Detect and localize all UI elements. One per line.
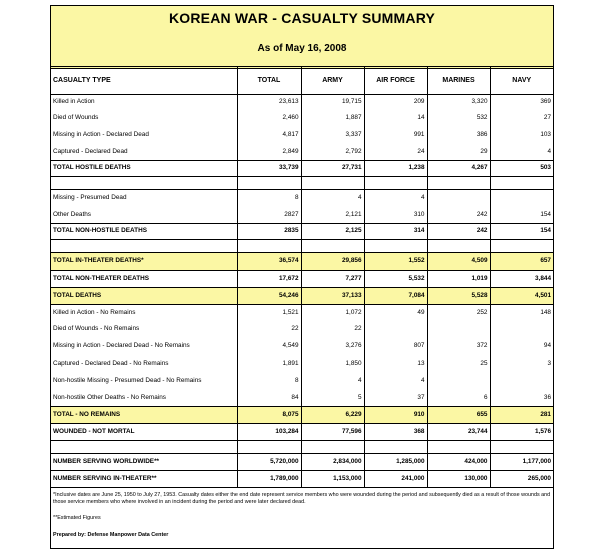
row-label: TOTAL NON-THEATER DEATHS	[51, 271, 237, 288]
cell-army: 3,276	[301, 338, 364, 356]
cell-af: 314	[364, 224, 427, 240]
cell-mar: 6	[427, 390, 490, 407]
table-row	[51, 95, 553, 110]
table-row	[51, 253, 553, 271]
empty-cell	[364, 441, 427, 454]
cell-mar: 655	[427, 407, 490, 424]
table-row	[51, 321, 553, 338]
cell-af: 807	[364, 338, 427, 356]
cell-army: 2,125	[301, 224, 364, 240]
empty-cell	[490, 177, 553, 190]
cell-total: 2,460	[237, 110, 301, 127]
row-label: NUMBER SERVING WORLDWIDE**	[51, 454, 237, 471]
cell-total: 1,789,000	[237, 471, 301, 488]
cell-navy: 94	[490, 338, 553, 356]
row-label: Captured - Declared Dead	[53, 147, 128, 155]
footnote-dates: *Inclusive dates are June 25, 1950 to July 27, 1953. Casualty dates either the end date represent service members who were wounded during the period and subsequently died as a result of those wounds and those service members who where involved in an incident during the period and were later declared dead.	[53, 492, 551, 505]
cell-navy	[490, 190, 553, 207]
cell-total: 33,739	[237, 161, 301, 177]
cell-mar: 252	[427, 305, 490, 321]
empty-cell	[490, 441, 553, 454]
table-row	[51, 190, 553, 207]
row-label: Missing in Action - Declared Dead - No Remains	[53, 342, 190, 350]
cell-army: 29,856	[301, 253, 364, 271]
empty-cell	[237, 441, 301, 454]
column-header: ARMY	[301, 67, 364, 95]
cell-af: 1,552	[364, 253, 427, 271]
title-banner	[51, 6, 553, 69]
empty-cell	[427, 177, 490, 190]
cell-af	[364, 321, 427, 338]
empty-cell	[427, 441, 490, 454]
cell-army: 6,229	[301, 407, 364, 424]
cell-navy: 3	[490, 356, 553, 373]
table-row	[51, 144, 553, 161]
casualty-table	[51, 66, 553, 488]
cell-total: 8	[237, 190, 301, 207]
cell-af: 4	[364, 373, 427, 390]
cell-mar: 424,000	[427, 454, 490, 471]
column-header: CASUALTY TYPE	[51, 67, 237, 95]
cell-af: 1,238	[364, 161, 427, 177]
column-header: MARINES	[427, 67, 490, 95]
table-row	[51, 207, 553, 224]
cell-total: 4,549	[237, 338, 301, 356]
cell-army: 3,337	[301, 127, 364, 144]
column-header: NAVY	[490, 67, 553, 95]
cell-mar: 29	[427, 144, 490, 161]
cell-navy: 27	[490, 110, 553, 127]
cell-mar	[427, 321, 490, 338]
row-label: TOTAL IN-THEATER DEATHS*	[51, 253, 237, 271]
empty-cell	[364, 177, 427, 190]
cell-army: 19,715	[301, 95, 364, 110]
cell-navy: 36	[490, 390, 553, 407]
cell-army: 2,121	[301, 207, 364, 224]
empty-cell	[237, 177, 301, 190]
cell-af: 14	[364, 110, 427, 127]
row-label: TOTAL NON-HOSTILE DEATHS	[51, 224, 237, 240]
cell-af: 24	[364, 144, 427, 161]
cell-army: 2,834,000	[301, 454, 364, 471]
row-label: Missing - Presumed Dead	[51, 190, 237, 207]
cell-af: 241,000	[364, 471, 427, 488]
footnote-estimated: **Estimated Figures	[53, 515, 101, 521]
row-label: Died of Wounds - No Remains	[53, 324, 140, 332]
table-row	[51, 127, 553, 144]
empty-cell	[51, 240, 237, 253]
cell-navy: 657	[490, 253, 553, 271]
spacer-row	[51, 240, 553, 253]
row-label: Killed in Action	[53, 98, 95, 106]
row-label: Captured - Declared Dead - No Remains	[53, 359, 169, 367]
table-row	[51, 373, 553, 390]
column-header-row	[51, 67, 553, 95]
cell-mar: 5,528	[427, 288, 490, 305]
row-label: TOTAL DEATHS	[51, 288, 237, 305]
page-title: KOREAN WAR - CASUALTY SUMMARY	[168, 10, 436, 26]
cell-mar: 372	[427, 338, 490, 356]
cell-total: 4,817	[237, 127, 301, 144]
cell-mar: 3,320	[427, 95, 490, 110]
cell-army: 1,887	[301, 110, 364, 127]
cell-mar: 4,509	[427, 253, 490, 271]
cell-navy: 154	[490, 207, 553, 224]
empty-cell	[51, 177, 237, 190]
cell-army: 7,277	[301, 271, 364, 288]
table-row	[51, 390, 553, 407]
cell-navy: 1,177,000	[490, 454, 553, 471]
cell-navy: 281	[490, 407, 553, 424]
spacer-row	[51, 441, 553, 454]
cell-navy: 265,000	[490, 471, 553, 488]
row-label: Died of Wounds	[53, 113, 99, 121]
table-row	[51, 161, 553, 177]
cell-af: 1,285,000	[364, 454, 427, 471]
cell-navy: 369	[490, 95, 553, 110]
cell-total: 8	[237, 373, 301, 390]
cell-mar: 4,267	[427, 161, 490, 177]
cell-total: 17,672	[237, 271, 301, 288]
cell-af: 4	[364, 190, 427, 207]
cell-navy: 1,576	[490, 424, 553, 441]
empty-cell	[364, 240, 427, 253]
cell-mar	[427, 373, 490, 390]
spacer-row	[51, 177, 553, 190]
cell-total: 22	[237, 321, 301, 338]
cell-army: 22	[301, 321, 364, 338]
cell-af: 37	[364, 390, 427, 407]
row-label: Missing in Action - Declared Dead	[53, 130, 149, 138]
cell-af: 49	[364, 305, 427, 321]
cell-total: 103,284	[237, 424, 301, 441]
cell-army: 5	[301, 390, 364, 407]
empty-cell	[490, 240, 553, 253]
table-row	[51, 224, 553, 240]
prepared-by: Prepared by: Defense Manpower Data Center	[53, 532, 169, 538]
row-label: TOTAL - NO REMAINS	[51, 407, 237, 424]
cell-total: 54,246	[237, 288, 301, 305]
table-row	[51, 305, 553, 321]
cell-af: 991	[364, 127, 427, 144]
cell-mar: 130,000	[427, 471, 490, 488]
cell-total: 8,075	[237, 407, 301, 424]
row-label: TOTAL HOSTILE DEATHS	[51, 161, 237, 177]
cell-navy	[490, 321, 553, 338]
table-row	[51, 356, 553, 373]
cell-mar: 242	[427, 207, 490, 224]
cell-navy: 4,501	[490, 288, 553, 305]
row-label: Killed in Action - No Remains	[53, 308, 136, 316]
row-label: WOUNDED - NOT MORTAL	[51, 424, 237, 441]
cell-navy: 103	[490, 127, 553, 144]
cell-army: 1,153,000	[301, 471, 364, 488]
cell-af: 310	[364, 207, 427, 224]
cell-mar: 532	[427, 110, 490, 127]
cell-army: 1,072	[301, 305, 364, 321]
column-header: TOTAL	[237, 67, 301, 95]
cell-mar: 386	[427, 127, 490, 144]
cell-total: 1,891	[237, 356, 301, 373]
cell-army: 2,792	[301, 144, 364, 161]
cell-navy: 3,844	[490, 271, 553, 288]
cell-total: 84	[237, 390, 301, 407]
table-row	[51, 271, 553, 288]
cell-mar: 1,019	[427, 271, 490, 288]
cell-total: 2835	[237, 224, 301, 240]
empty-cell	[427, 240, 490, 253]
table-row	[51, 424, 553, 441]
table-row	[51, 338, 553, 356]
cell-army: 37,133	[301, 288, 364, 305]
cell-total: 2,849	[237, 144, 301, 161]
table-row	[51, 471, 553, 488]
as-of-date: As of May 16, 2008	[257, 43, 347, 54]
cell-af: 5,532	[364, 271, 427, 288]
cell-total: 23,613	[237, 95, 301, 110]
cell-af: 368	[364, 424, 427, 441]
casualty-summary-sheet	[50, 5, 554, 549]
empty-cell	[301, 441, 364, 454]
cell-navy: 154	[490, 224, 553, 240]
column-header: AIR FORCE	[364, 67, 427, 95]
table-row	[51, 110, 553, 127]
cell-total: 36,574	[237, 253, 301, 271]
cell-af: 7,084	[364, 288, 427, 305]
cell-total: 2827	[237, 207, 301, 224]
cell-army: 1,850	[301, 356, 364, 373]
table-row	[51, 407, 553, 424]
empty-cell	[301, 177, 364, 190]
cell-navy: 503	[490, 161, 553, 177]
row-label: Other Deaths	[53, 210, 92, 218]
cell-mar: 25	[427, 356, 490, 373]
row-label: Non-hostile Missing - Presumed Dead - No Remains	[53, 376, 202, 384]
cell-af: 910	[364, 407, 427, 424]
row-label: NUMBER SERVING IN-THEATER**	[51, 471, 237, 488]
cell-navy: 148	[490, 305, 553, 321]
cell-navy: 4	[490, 144, 553, 161]
cell-mar: 242	[427, 224, 490, 240]
cell-army: 4	[301, 373, 364, 390]
cell-army: 27,731	[301, 161, 364, 177]
cell-af: 13	[364, 356, 427, 373]
table-row	[51, 454, 553, 471]
cell-navy	[490, 373, 553, 390]
empty-cell	[301, 240, 364, 253]
cell-mar	[427, 190, 490, 207]
cell-mar: 23,744	[427, 424, 490, 441]
empty-cell	[237, 240, 301, 253]
cell-af: 209	[364, 95, 427, 110]
row-label: Non-hostile Other Deaths - No Remains	[53, 393, 166, 401]
cell-total: 1,521	[237, 305, 301, 321]
cell-total: 5,720,000	[237, 454, 301, 471]
cell-army: 77,596	[301, 424, 364, 441]
table-row	[51, 288, 553, 305]
cell-army: 4	[301, 190, 364, 207]
empty-cell	[51, 441, 237, 454]
